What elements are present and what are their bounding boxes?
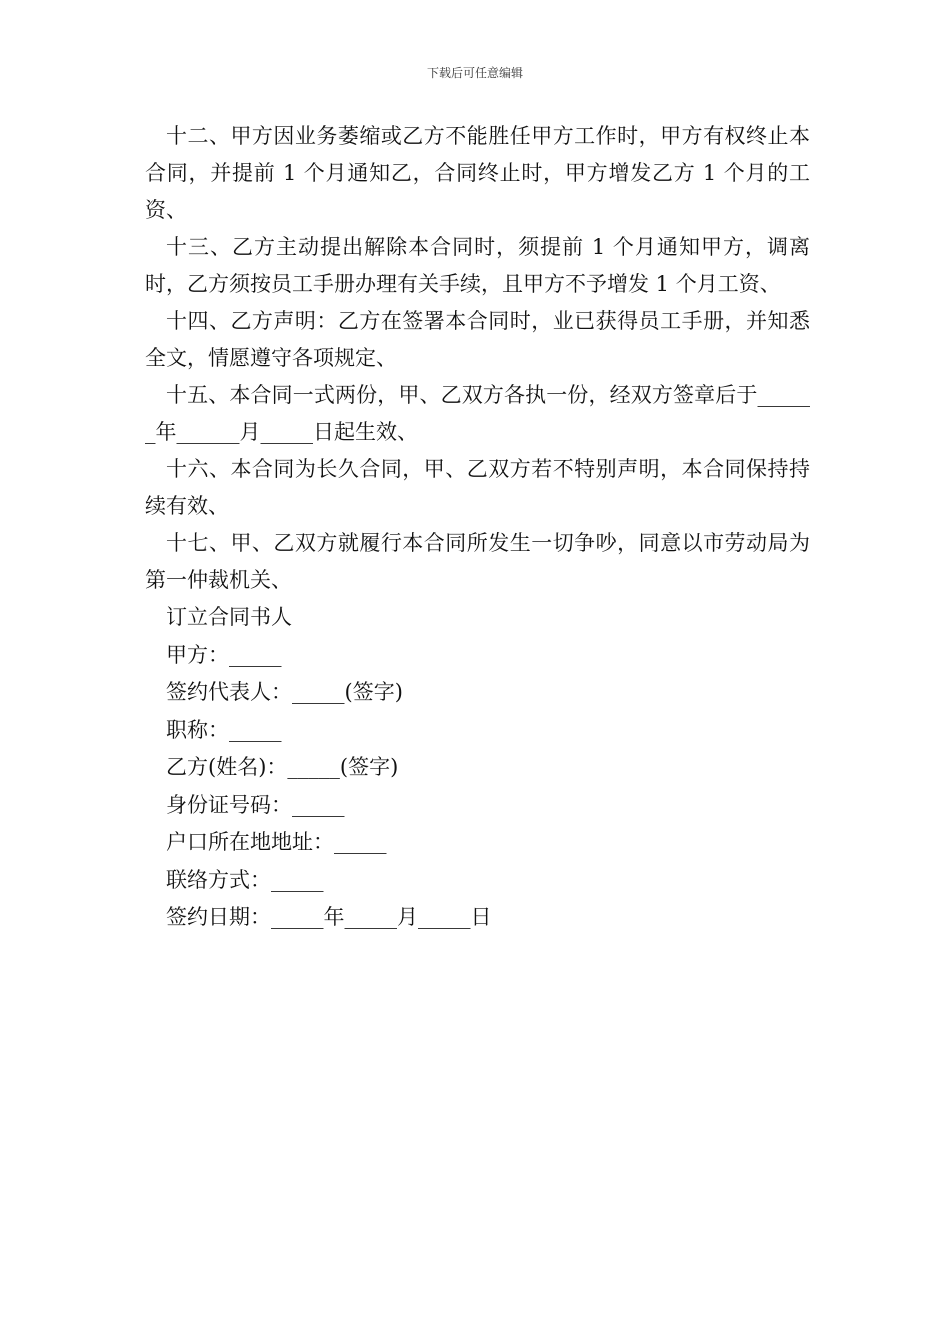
- job-title-field: 职称：_____: [166, 717, 282, 742]
- document-body: [145, 118, 810, 937]
- party-b-field: 乙方(姓名)：_____(签字): [166, 755, 399, 779]
- representative-field: 签约代表人：_____(签字): [166, 680, 403, 704]
- clause-14: 十四、乙方声明：乙方在签署本合同时，业已获得员工手册，并知悉全文，情愿遵守各项规定、: [145, 309, 810, 370]
- sign-date-field: 签约日期：_____年_____月_____日: [166, 905, 492, 929]
- party-a-field: 甲方：_____: [166, 642, 282, 667]
- household-address-field: 户口所在地地址：_____: [166, 830, 387, 854]
- contact-field: 联络方式：_____: [166, 867, 324, 892]
- clause-16: 十六、本合同为长久合同，甲、乙双方若不特别声明，本合同保持持续有效、: [145, 457, 810, 518]
- id-number-field: 身份证号码：_____: [166, 792, 345, 817]
- clause-13: 十三、乙方主动提出解除本合同时，须提前 1 个月通知甲方，调离时，乙方须按员工手册办理有关手续，且甲方不予增发 1 个月工资、: [145, 235, 810, 296]
- clause-17: 十七、甲、乙双方就履行本合同所发生一切争吵，同意以市劳动局为第一仲裁机关、: [145, 531, 810, 592]
- clause-12: 十二、甲方因业务萎缩或乙方不能胜任甲方工作时，甲方有权终止本合同，并提前 1 个月通知乙，合同终止时，甲方增发乙方 1 个月的工资、: [145, 124, 810, 222]
- signature-block: [145, 599, 810, 937]
- page-header: 下载后可任意编辑: [426, 66, 523, 80]
- signature-heading: 订立合同书人: [166, 605, 292, 629]
- clause-15: 十五、本合同一式两份，甲、乙双方各执一份，经双方签章后于______年______月_____日起生效、: [145, 383, 810, 444]
